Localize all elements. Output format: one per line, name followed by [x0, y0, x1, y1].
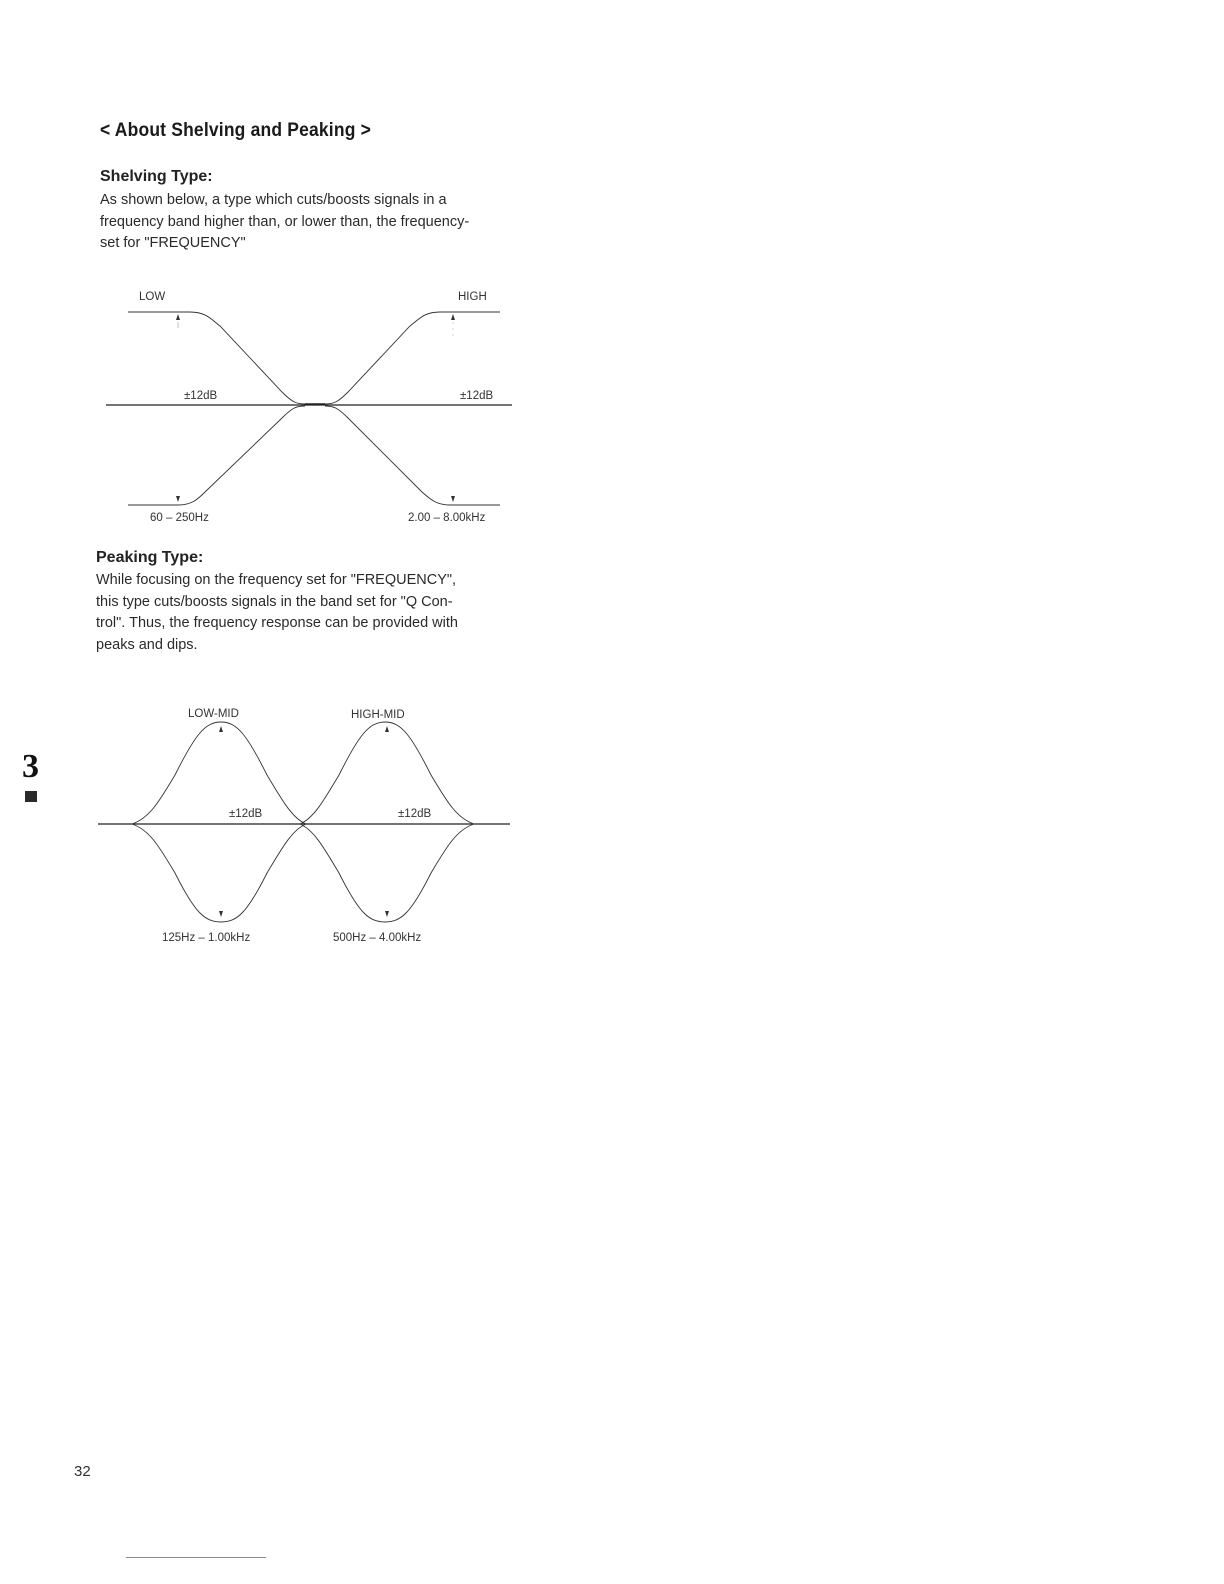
low-gain-label: ±12dB — [184, 390, 218, 402]
shelving-line: As shown below, a type which cuts/boosts signals in a — [100, 192, 447, 208]
peaking-line: this type cuts/boosts signals in the band set for "Q Con- — [96, 593, 453, 610]
high-label: HIGH — [458, 291, 487, 303]
footer-rule — [126, 1557, 266, 1558]
low-mid-gain-label: ±12dB — [229, 808, 263, 820]
high-mid-label: HIGH-MID — [351, 709, 405, 721]
peaking-line: While focusing on the frequency set for "FREQUENCY", — [96, 572, 457, 588]
page-number: 32 — [74, 1463, 91, 1480]
section-title: < About Shelving and Peaking > — [100, 120, 372, 141]
low-mid-cut-arrow-icon — [219, 911, 223, 917]
high-mid-boost-arrow-icon — [385, 726, 389, 732]
shelving-heading: Shelving Type: — [100, 168, 213, 185]
low-mid-range-label: 125Hz – 1.00kHz — [162, 932, 251, 944]
high-mid-dip-curve — [300, 824, 474, 922]
high-mid-cut-arrow-icon — [385, 911, 389, 917]
low-mid-dip-curve — [132, 824, 306, 922]
low-label: LOW — [139, 291, 166, 303]
low-range-label: 60 – 250Hz — [150, 512, 209, 524]
chapter-number: 3 — [22, 748, 39, 785]
low-mid-boost-arrow-icon — [219, 726, 223, 732]
high-range-label: 2.00 – 8.00kHz — [408, 512, 486, 524]
high-mid-gain-label: ±12dB — [398, 808, 432, 820]
shelving-line: frequency band higher than, or lower than, the frequency- — [100, 213, 470, 230]
high-gain-label: ±12dB — [460, 390, 494, 402]
high-mid-range-label: 500Hz – 4.00kHz — [333, 932, 422, 944]
peaking-line: trol". Thus, the frequency response can be provided with — [96, 615, 458, 631]
peaking-heading: Peaking Type: — [96, 549, 204, 566]
chapter-tab-marker — [25, 791, 37, 802]
low-mid-peak-curve — [132, 722, 306, 824]
shelving-line: set for "FREQUENCY" — [100, 235, 246, 251]
high-mid-peak-curve — [300, 722, 474, 824]
peaking-line: peaks and dips. — [96, 636, 198, 653]
low-mid-label: LOW-MID — [188, 708, 239, 720]
